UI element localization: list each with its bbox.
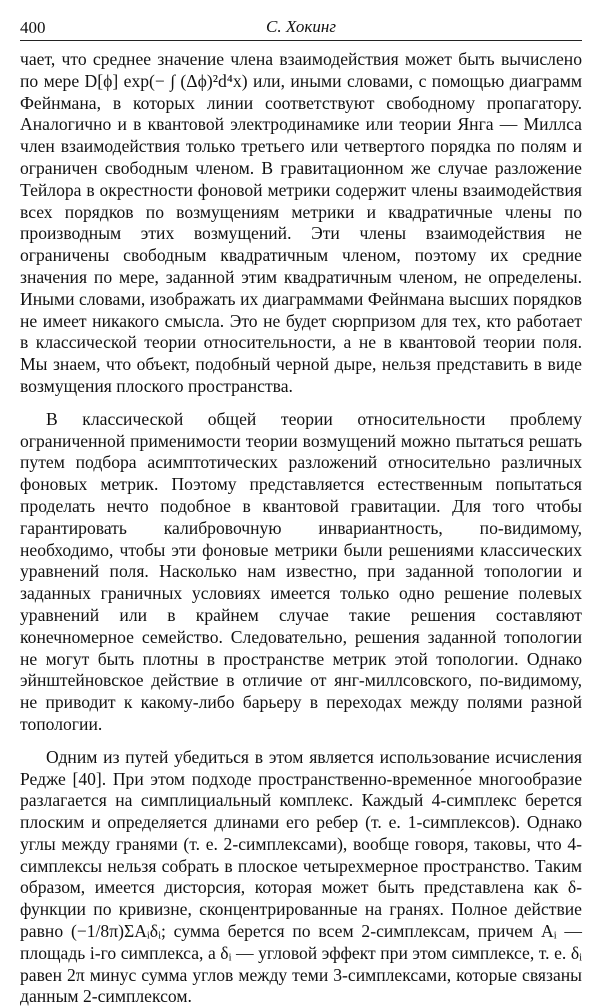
paragraph-3: Одним из путей убедиться в этом является использование исчисления Редже [40]. При этом подходе пространственно-временно́е многообразие разлагается на симплициальный комплекс. Каждый 4-симплекс берется плоским и определяется длинами его ребер (т. е. 1-симплексов). Однако углы между гранями (т. е. 2-симплексами), вообще говоря, таковы, что 4-симплексы нельзя собрать в плоское четырехмерное пространство. Таким образом, имеется дисторсия, которая может быть представлена как δ-функции по кривизне, сконцентрированные на гранях. Полное действие равно (−1/8π)ΣAᵢδᵢ; сумма берется по всем 2-симплексам, причем Aᵢ — площадь i-го симплекса, а δᵢ — угловой эффект при этом симплексе, т. е. δᵢ равен 2π минус сумма углов между теми 3-симплексами, которые связаны данным 2-симплексом.	[20, 746, 582, 1007]
page-header	[20, 14, 582, 41]
running-head: С. Хокинг	[266, 17, 336, 36]
paragraph-2: В классической общей теории относительности проблему ограниченной применимости теории возмущений можно пытаться решать путем подбора асимптотических разложений относительно различных фоновых метрик. Поэтому представляется естественным попытаться проделать нечто подобное в квантовой гравитации. Для того чтобы гарантировать калибровочную инвариантность, по-видимому, необходимо, чтобы эти фоновые метрики были решениями классических уравнений поля. Насколько нам известно, при заданной топологии и заданных граничных условиях имеется только одно решение полевых уравнений или в крайнем случае такие решения составляют конечномерное семейство. Следовательно, решения заданной топологии не могут быть плотны в пространстве метрик этой топологии. Однако эйнштейновское действие в отличие от янг-миллсовского, по-видимому, не приводит к какому-либо барьеру в переходах между полями разной топологии.	[20, 408, 582, 734]
page-number: 400	[20, 18, 46, 37]
paragraph-1: чает, что среднее значение члена взаимодействия может быть вычислено по мере D[ϕ] exp(− ∫ (Δϕ)²d⁴x) или, иными словами, с помощью диаграмм Фейнмана, в которых линии соответствуют свободному пропагатору. Аналогично и в квантовой электродинамике или теории Янга — Миллса член взаимодействия только третьего или четвертого порядка по полям и ограничен свободным членом. В гравитационном же случае разложение Тейлора в окрестности фоновой метрики содержит члены взаимодействия всех порядков по возмущениям метрики и квадратичные члены по производным этих возмущений. Эти члены взаимодействия не ограничены свободным квадратичным членом, поэтому их средние значения по мере, заданной этим квадратичным членом, не определены. Иными словами, изображать их диаграммами Фейнмана высших порядков не имеет никакого смысла. Это не будет сюрпризом для тех, кто работает в классической теории относительности, а не в квантовой теории поля. Мы знаем, что объект, подобный черной дыре, нельзя представить в виде возмущения плоского пространства.	[20, 49, 582, 396]
page-body	[20, 49, 582, 1008]
